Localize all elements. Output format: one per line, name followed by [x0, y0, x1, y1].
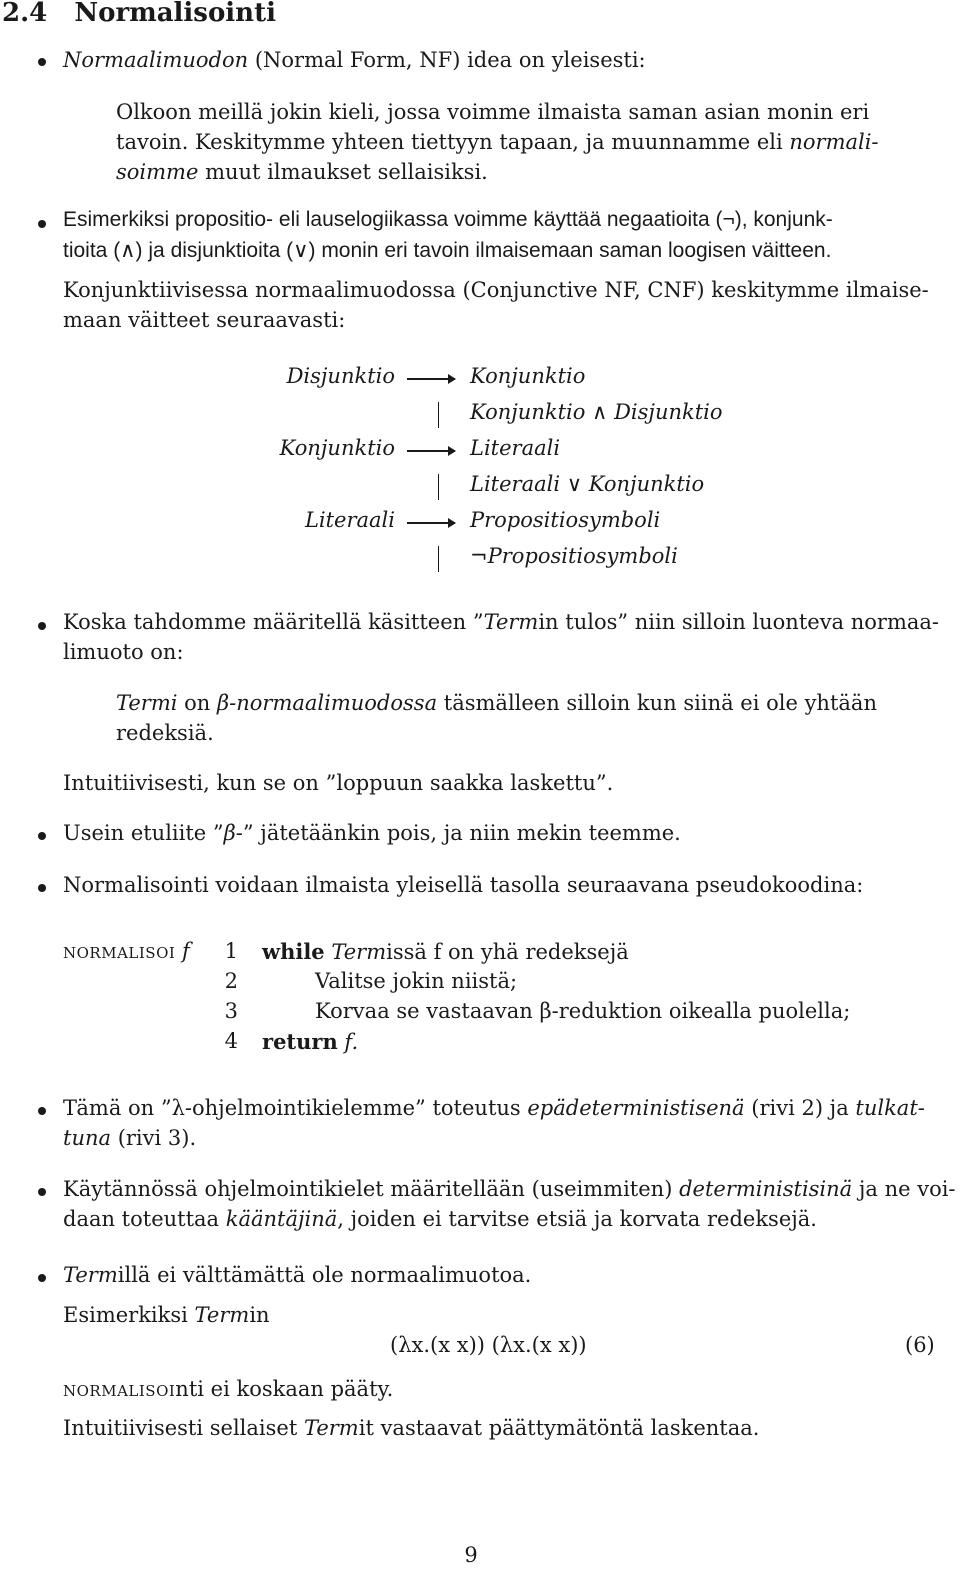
paragraph-line: [63, 1126, 196, 1150]
paragraph-line: [63, 1096, 925, 1120]
bullet-dot: [38, 832, 46, 840]
paragraph-line: [63, 821, 681, 845]
paragraph-line: [63, 1416, 759, 1440]
text: in: [249, 1303, 270, 1327]
text: Usein etuliite ”: [63, 821, 224, 845]
text: (Normal Form, NF) idea on yleisesti:: [248, 48, 646, 72]
line-number: 2: [224, 969, 238, 993]
equation-number: (6): [905, 1333, 935, 1357]
bullet-dot: [38, 622, 46, 630]
text: it vastaavat päättymätöntä laskentaa.: [358, 1416, 760, 1440]
alternative-bar: [438, 474, 439, 500]
bullet-1-text: [63, 48, 646, 72]
emphasis: Termi: [116, 691, 178, 715]
text: on: [177, 691, 218, 715]
alternative-bar: [438, 546, 439, 572]
alternative-bar: [438, 402, 439, 428]
text: Olkoon meillä jokin kieli, jossa voimme ilmaista saman asian monin eri: [116, 100, 870, 124]
quote-line: [116, 160, 488, 184]
emphasis: normali-: [789, 130, 879, 154]
algorithm-line: Korvaa se vastaavan β-reduktion oikealla puolella;: [315, 999, 851, 1023]
emphasis: Term: [331, 940, 387, 964]
bullet-dot: [38, 1274, 46, 1282]
emphasis: kääntäjinä: [225, 1207, 338, 1231]
text: Tämä on ”λ-ohjelmointikielemme” toteutus: [63, 1096, 528, 1120]
text: (rivi 3).: [111, 1126, 197, 1150]
paragraph-line: Normalisointi voidaan ilmaista yleisellä tasolla seuraavana pseudokoodina:: [63, 873, 864, 897]
paragraph-line: tioita (∧) ja disjunktioita (∨) monin eri tavoin ilmaisemaan saman loogisen väitteen.: [63, 239, 832, 262]
grammar-rhs: Konjunktio: [470, 364, 586, 388]
paragraph-line: [63, 610, 939, 634]
definition-line: redeksiä.: [116, 721, 214, 745]
paragraph-line: [63, 1207, 817, 1231]
text: nti ei koskaan pääty.: [175, 1377, 394, 1401]
text: daan toteuttaa: [63, 1207, 226, 1231]
text: Intuitiivisesti sellaiset: [63, 1416, 304, 1440]
text: Käytännössä ohjelmointikielet määritellään (useimmiten): [63, 1177, 680, 1201]
text: Koska tahdomme määritellä käsitteen ”: [63, 610, 484, 634]
line-number: 4: [224, 1029, 238, 1053]
paragraph-line: Esimerkiksi propositio- eli lauselogiikassa voimme käyttää negaatioita (¬), konjunk-: [63, 208, 833, 231]
algorithm-name: [63, 939, 190, 963]
emphasis: Term: [303, 1416, 359, 1440]
text: tavoin. Keskitymme yhteen tiettyyn tapaan, ja muunnamme eli: [116, 130, 790, 154]
arrow-icon: [407, 450, 455, 452]
definition-line: [116, 691, 877, 715]
emphasis: Term: [63, 1263, 118, 1287]
bullet-dot: [38, 884, 46, 892]
grammar-rhs: ¬Propositiosymboli: [470, 544, 678, 568]
algorithm-line: [262, 939, 629, 964]
emphasis: Term: [194, 1303, 250, 1327]
emphasis: epädeterministisenä: [527, 1096, 745, 1120]
text: täsmälleen silloin kun siinä ei ole yhtään: [437, 691, 877, 715]
paragraph-line: [63, 1177, 956, 1201]
paragraph-line: limuoto on:: [63, 640, 184, 664]
text: issä f on yhä redeksejä: [386, 940, 629, 964]
grammar-lhs: Konjunktio: [279, 436, 395, 460]
algorithm-line: Valitse jokin niistä;: [315, 969, 518, 993]
text: , joiden ei tarvitse etsiä ja korvata redeksejä.: [337, 1207, 817, 1231]
emphasis: Term: [483, 610, 539, 634]
text: muut ilmaukset sellaisiksi.: [198, 160, 488, 184]
emphasis: tuna: [63, 1126, 112, 1150]
section-number: 2.4: [2, 0, 48, 28]
procedure-name: normalisoi: [63, 1377, 176, 1401]
paragraph-line: [63, 1303, 270, 1327]
grammar-lhs: Disjunktio: [286, 364, 395, 388]
text: f.: [344, 1030, 359, 1054]
text: ” jätetäänkin pois, ja niin mekin teemme.: [242, 821, 681, 845]
paragraph-line: maan väitteet seuraavasti:: [63, 308, 346, 332]
bullet-dot: [38, 1188, 46, 1196]
emphasis: β-: [223, 821, 243, 845]
keyword: return: [262, 1029, 338, 1054]
formula: (λx.(x x)) (λx.(x x)): [390, 1333, 587, 1357]
bullet-dot: [38, 1107, 46, 1115]
bullet-dot: [38, 220, 46, 228]
text: (rivi 2) ja: [744, 1096, 856, 1120]
arrow-icon: [407, 378, 455, 380]
section-title: Normalisointi: [74, 0, 276, 28]
paragraph-line: [63, 1263, 531, 1287]
algorithm-line: [262, 1029, 358, 1054]
page-number: 9: [464, 1543, 478, 1567]
grammar-rhs: Propositiosymboli: [470, 508, 661, 532]
parameter: f: [181, 939, 190, 963]
text: in tulos” niin silloin luonteva normaa-: [538, 610, 940, 634]
section-heading: [2, 0, 276, 28]
paragraph-line: Konjunktiivisessa normaalimuodossa (Conjunctive NF, CNF) keskitymme ilmaise-: [63, 278, 929, 302]
emphasis: Normaalimuodon: [63, 48, 249, 72]
line-number: 1: [224, 939, 238, 963]
paragraph-line: Intuitiivisesti, kun se on ”loppuun saakka laskettu”.: [63, 771, 614, 795]
line-number: 3: [224, 999, 238, 1023]
emphasis: β-normaalimuodossa: [217, 691, 438, 715]
emphasis: soimme: [116, 160, 199, 184]
paragraph-line: [63, 1377, 393, 1401]
grammar-rhs: Konjunktio ∧ Disjunktio: [470, 400, 723, 424]
procedure-name: normalisoi: [63, 939, 176, 963]
emphasis: tulkat-: [855, 1096, 925, 1120]
quote-line: [116, 100, 869, 124]
arrow-icon: [407, 522, 455, 524]
grammar-rhs: Literaali: [470, 436, 561, 460]
text: illä ei välttämättä ole normaalimuotoa.: [117, 1263, 532, 1287]
bullet-dot: [38, 58, 46, 66]
emphasis: deterministisinä: [679, 1177, 853, 1201]
keyword: while: [262, 939, 325, 964]
quote-line: [116, 130, 879, 154]
grammar-rhs: Literaali ∨ Konjunktio: [470, 472, 705, 496]
text: Esimerkiksi: [63, 1303, 195, 1327]
grammar-lhs: Literaali: [304, 508, 395, 532]
text: ja ne voi-: [852, 1177, 956, 1201]
